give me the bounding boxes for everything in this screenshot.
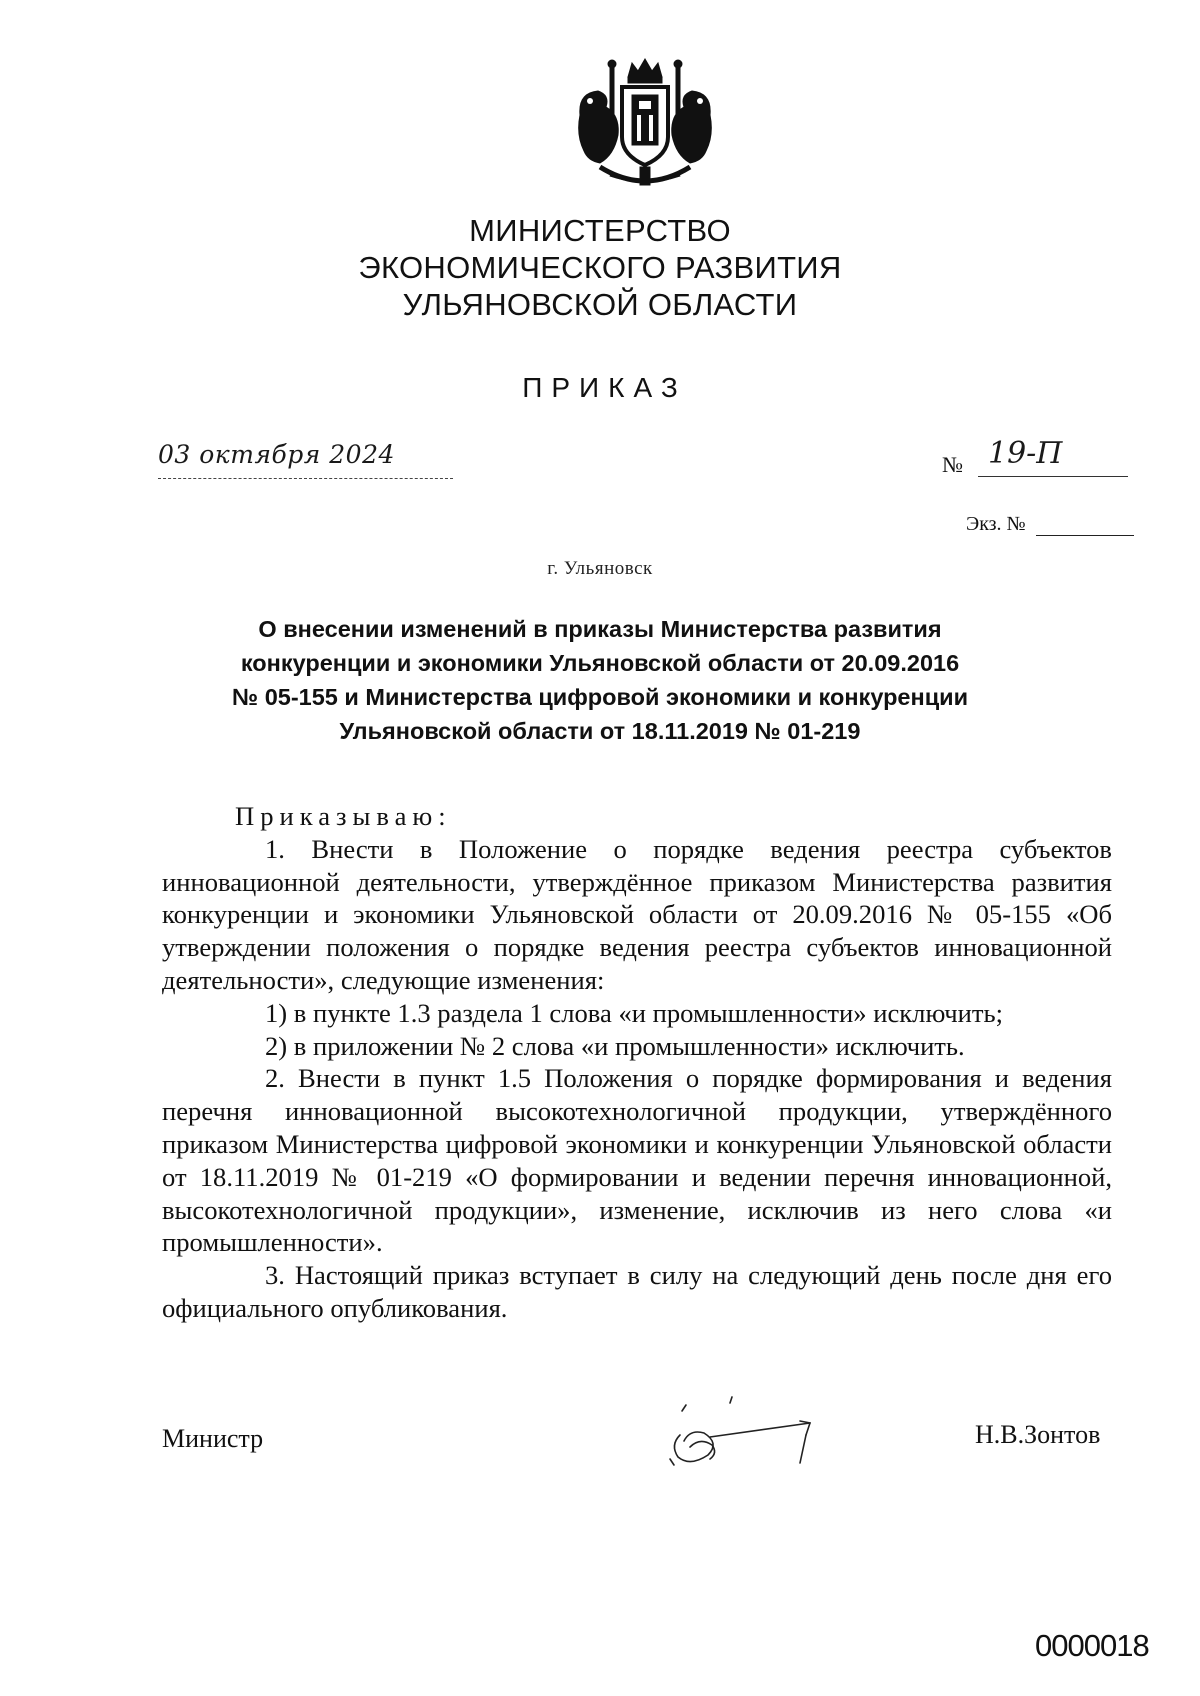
document-type-title: ПРИКАЗ (522, 372, 687, 403)
ministry-name (0, 212, 1200, 323)
copy-number-blank (1036, 535, 1134, 536)
number-label: № (942, 452, 963, 477)
date-underline (158, 478, 453, 479)
handwritten-signature (660, 1385, 835, 1480)
body-intro: Приказываю: (235, 801, 452, 831)
heading-line-1: О внесении изменений в приказы Министерства развития (258, 616, 942, 642)
number-underline (978, 476, 1128, 477)
signer-name: Н.В.Зонтов (975, 1420, 1101, 1449)
document-body (162, 800, 1112, 1325)
handwritten-number: 19-П (988, 436, 1063, 471)
body-paragraph-2: 2. Внести в пункт 1.5 Положения о порядке формирования и ведения перечня инновационной высокотехнологичной продукции, утверждённого приказом Министерства цифровой экономики и конкуренции Ульяновской области от 18.11.2019 № 01-219 «О формировании и ведении перечня инновационной, высокотехнологичной продукции», изменение, исключив из него слова «и промышленности». (162, 1063, 1112, 1258)
heading-line-2: конкуренции и экономики Ульяновской области от 20.09.2016 (240, 650, 960, 676)
ministry-line-1: МИНИСТЕРСТВО (469, 213, 731, 248)
copy-number-label: Экз. № (966, 513, 1026, 535)
body-paragraph-1: 1. Внести в Положение о порядке ведения реестра субъектов инновационной деятельности, утверждённое приказом Министерства развития конкуренции и экономики Ульяновской области от 20.09.2016 № 05-155 «Об утверждении положения о порядке ведения реестра субъектов инновационной деятельности», следующие изменения: (162, 833, 1112, 995)
coat-of-arms-emblem (570, 55, 720, 195)
handwritten-date: 03 октября 2024 (158, 440, 395, 469)
heading-line-4: Ульяновской области от 18.11.2019 № 01-219 (339, 718, 861, 744)
ministry-line-2: ЭКОНОМИЧЕСКОГО РАЗВИТИЯ (358, 250, 842, 285)
body-paragraph-3: 3. Настоящий приказ вступает в силу на следующий день после дня его официального опубликования. (162, 1260, 1112, 1323)
city: г. Ульяновск (547, 558, 653, 579)
document-heading (160, 612, 1040, 748)
signer-title: Министр (162, 1424, 264, 1453)
document-serial-number: 0000018 (1035, 1628, 1149, 1663)
body-paragraph-1-item-2: 2) в приложении № 2 слова «и промышленности» исключить. (265, 1030, 965, 1061)
heading-line-3: № 05-155 и Министерства цифровой экономики и конкуренции (231, 684, 969, 710)
body-paragraph-1-item-1: 1) в пункте 1.3 раздела 1 слова «и промышленности» исключить; (265, 997, 1004, 1028)
ministry-line-3: УЛЬЯНОВСКОЙ ОБЛАСТИ (402, 287, 798, 322)
